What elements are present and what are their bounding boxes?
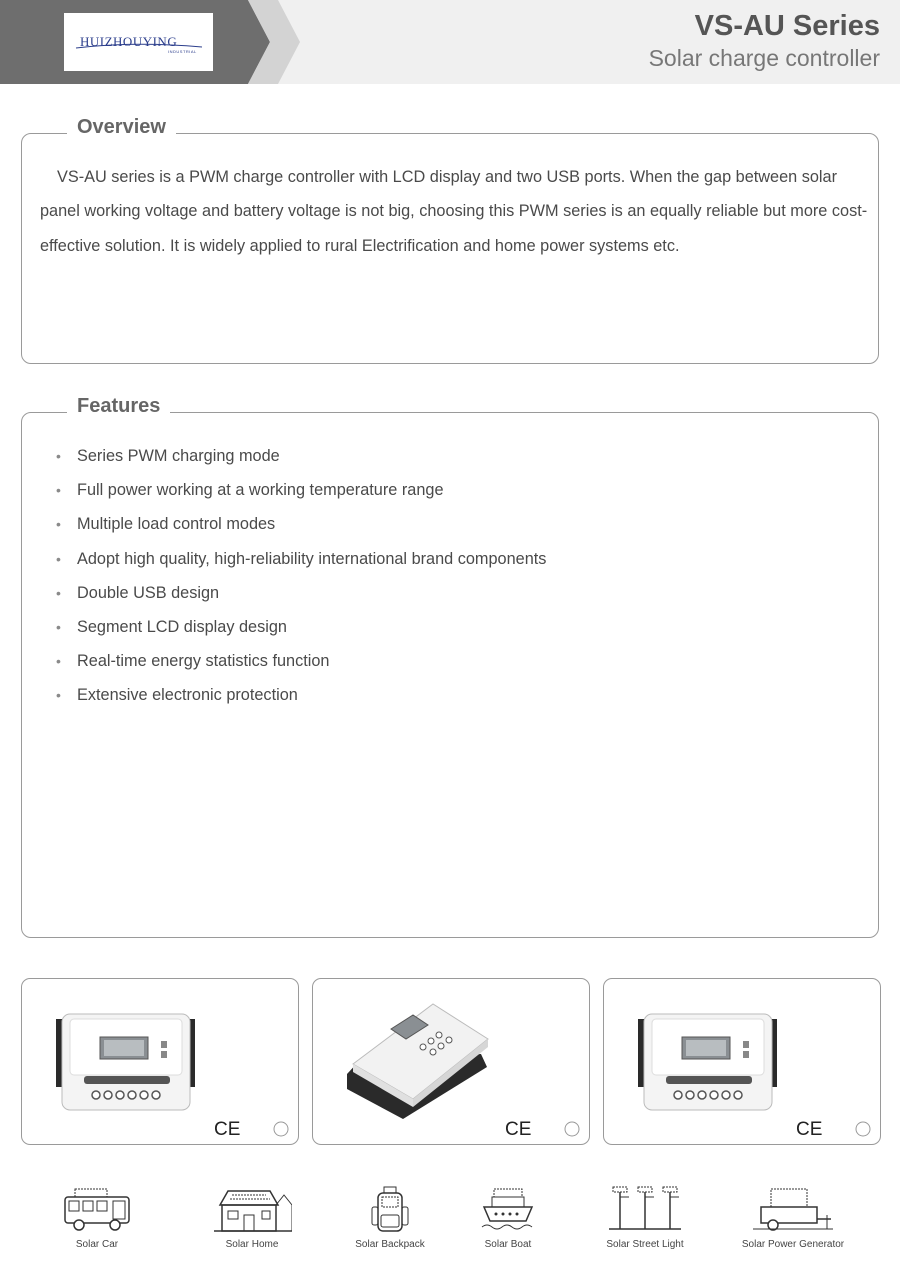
feature-item: • Multiple load control modes [53, 507, 546, 541]
company-logo [64, 13, 213, 71]
feature-item: • Adopt high quality, high-reliability international brand components [53, 542, 546, 576]
application-solar-street-light [598, 1185, 692, 1250]
features-heading: Features [67, 395, 170, 418]
solar-home-icon [212, 1185, 292, 1235]
overview-text: VS-AU series is a PWM charge controller with LCD display and two USB ports. When the gap between solar panel working voltage and battery voltage is not big, choosing this PWM series is an equally reliable but more cost-effective solution. It is widely applied to rural Electrification and home power systems etc. [40, 168, 868, 255]
solar-generator-icon [751, 1185, 835, 1235]
feature-item: • Real-time energy statistics function [53, 644, 546, 678]
ce-mark: CE [796, 1119, 823, 1140]
solar-bus-icon [61, 1185, 133, 1235]
ce-mark: CE [214, 1119, 241, 1140]
solar-backpack-icon [368, 1185, 412, 1235]
charge-controller-image [604, 979, 882, 1146]
application-solar-backpack [350, 1185, 430, 1250]
feature-item: • Series PWM charging mode [53, 439, 546, 473]
application-label: Solar Boat [484, 1239, 532, 1250]
features-list [53, 439, 546, 713]
solar-street-light-icon [605, 1185, 685, 1235]
product-image-front-2 [603, 978, 881, 1145]
application-solar-power-generator [740, 1185, 846, 1250]
page-title: VS-AU Series [694, 10, 880, 42]
application-label: Solar Street Light [606, 1239, 684, 1250]
feature-item: • Segment LCD display design [53, 610, 546, 644]
logo-text: HUIZHOUYING [80, 34, 178, 49]
feature-item: • Double USB design [53, 576, 546, 610]
product-image-angled [312, 978, 590, 1145]
feature-item: • Extensive electronic protection [53, 678, 546, 712]
overview-heading: Overview [67, 116, 176, 139]
page-subtitle: Solar charge controller [648, 45, 880, 71]
application-solar-car [52, 1185, 142, 1250]
charge-controller-image [22, 979, 300, 1146]
overview-section [21, 116, 879, 364]
application-label: Solar Home [225, 1239, 279, 1250]
solar-boat-icon [480, 1185, 536, 1235]
application-solar-home [207, 1185, 297, 1250]
ce-mark: CE [505, 1119, 532, 1140]
page-header [0, 0, 900, 84]
charge-controller-angled-image [313, 979, 591, 1146]
application-label: Solar Car [75, 1239, 119, 1250]
application-label: Solar Backpack [355, 1239, 425, 1250]
application-solar-boat [472, 1185, 544, 1250]
logo-subtext: INDUSTRIAL [168, 49, 197, 54]
product-image-front [21, 978, 299, 1145]
features-section [21, 395, 879, 938]
application-label: Solar Power Generator [741, 1239, 845, 1250]
feature-item: • Full power working at a working temperature range [53, 473, 546, 507]
